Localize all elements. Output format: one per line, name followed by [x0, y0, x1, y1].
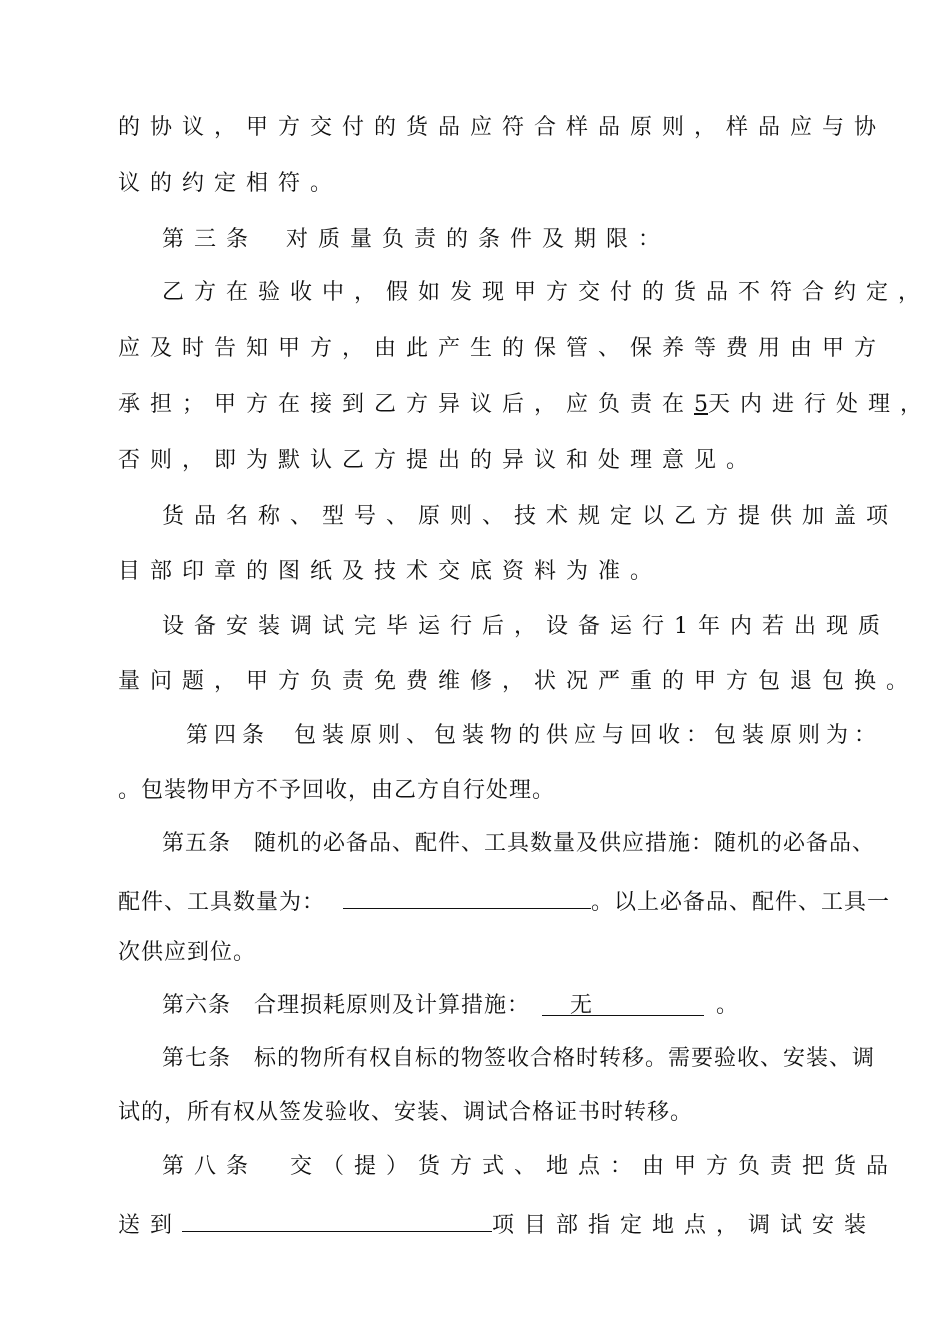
text-line — [118, 884, 890, 918]
loss-standard-value: 无 — [570, 993, 594, 1018]
text-line — [118, 1207, 876, 1241]
article-number: 第三条 — [162, 227, 259, 252]
article-title: 对质量负责的条件及期限： — [286, 227, 671, 252]
text-line: 。包装物甲方不予回收，由乙方自行处理。 — [118, 778, 556, 803]
text-line: 议的约定相符。 — [118, 171, 343, 196]
text-line: 否则，即为默认乙方提出的异议和处理意见。 — [118, 448, 759, 473]
text-segment: 第六条 合理损耗原则及计算措施： — [162, 993, 531, 1018]
text-line: 的协议，甲方交付的货品应符合样品原则，样品应与协 — [118, 115, 887, 140]
text-line: 量问题，甲方负责免费维修，状况严重的甲方包退包换。 — [118, 669, 919, 694]
text-line: 目部印章的图纸及技术交底资料为准。 — [118, 559, 663, 584]
text-line: 试的，所有权从签发验收、安装、调试合格证书时转移。 — [118, 1100, 694, 1125]
days-value: 5 — [694, 392, 709, 417]
text-line: 设备安装调试完毕运行后，设备运行1年内若出现质 — [162, 614, 890, 639]
text-segment: 。以上必备品、配件、工具一 — [591, 890, 891, 915]
text-line: 货品名称、型号、原则、技术规定以乙方提供加盖项 — [162, 504, 899, 529]
text-segment: 项目部指定地点，调试安装 — [492, 1213, 877, 1238]
text-line — [162, 991, 739, 1021]
article-title: 包装原则、包装物的供应与回收：包装原则为： — [294, 723, 883, 748]
text-line: 应及时告知甲方，由此产生的保管、保养等费用由甲方 — [118, 336, 887, 361]
article-number: 第四条 — [186, 723, 271, 748]
text-line — [118, 390, 932, 420]
quantity-blank — [343, 884, 591, 909]
text-line: 第五条 随机的必备品、配件、工具数量及供应措施：随机的必备品、 — [162, 831, 876, 856]
text-segment: 天内进行处理， — [708, 392, 933, 417]
text-line: 乙方在验收中，假如发现甲方交付的货品不符合约定， — [162, 280, 931, 305]
article-4-heading — [186, 721, 882, 751]
loss-standard-field — [542, 991, 704, 1016]
text-line: 第七条 标的物所有权自标的物签收合格时转移。需要验收、安装、调 — [162, 1046, 876, 1071]
text-line: 次供应到位。 — [118, 940, 257, 965]
text-segment: 承担；甲方在接到乙方异议后，应负责在 — [118, 392, 695, 417]
text-segment: 配件、工具数量为： — [118, 890, 326, 915]
article-3-heading — [162, 225, 670, 255]
delivery-location-blank — [182, 1207, 492, 1232]
text-segment: 。 — [716, 993, 740, 1018]
text-line: 第八条 交（提）货方式、地点：由甲方负责把货品 — [162, 1154, 899, 1179]
text-segment: 送到 — [118, 1213, 183, 1238]
